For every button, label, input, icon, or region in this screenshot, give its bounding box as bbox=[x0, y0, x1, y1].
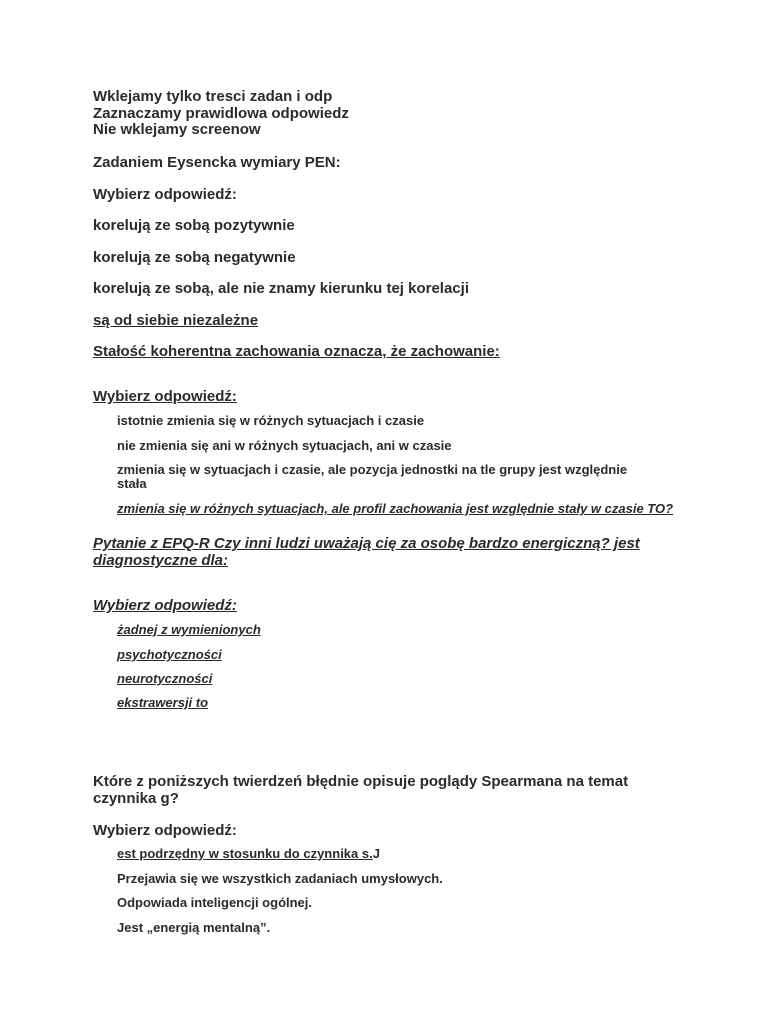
q4-prompt: Wybierz odpowiedź: bbox=[93, 822, 237, 839]
q1-option-2: korelują ze sobą negatywnie bbox=[93, 249, 296, 266]
q2-option-2: nie zmienia się ani w różnych sytuacjach, ani w czasie bbox=[117, 438, 452, 453]
q1-question: Zadaniem Eysencka wymiary PEN: bbox=[93, 154, 341, 171]
q4-option-1 bbox=[117, 847, 380, 861]
q4-option-4: Jest „energią mentalną”. bbox=[117, 920, 271, 935]
intro-line-3: Nie wklejamy screenow bbox=[93, 121, 261, 138]
intro-line-1: Wklejamy tylko tresci zadan i odp bbox=[93, 88, 333, 105]
q1-prompt: Wybierz odpowiedź: bbox=[93, 186, 237, 203]
q4-option-2: Przejawia się we wszystkich zadaniach umysłowych. bbox=[117, 871, 443, 886]
q2-option-1: istotnie zmienia się w różnych sytuacjach i czasie bbox=[117, 413, 425, 428]
q1-option-1: korelują ze sobą pozytywnie bbox=[93, 217, 295, 234]
q4-option-3: Odpowiada inteligencji ogólnej. bbox=[117, 895, 313, 910]
q2-option-3: zmienia się w sytuacjach i czasie, ale pozycja jednostki na tle grupy jest względnie stała bbox=[117, 462, 628, 491]
q1-option-4-marked: są od siebie niezależne bbox=[93, 312, 259, 329]
q4-option-1-marked: est podrzędny w stosunku do czynnika s. bbox=[117, 846, 373, 861]
q4-question: Które z poniższych twierdzeń błędnie opisuje poglądy Spearmana na temat czynnika g? bbox=[93, 773, 629, 807]
q3-option-4-marked: ekstrawersji to bbox=[117, 695, 209, 710]
q1-option-3: korelują ze sobą, ale nie znamy kierunku tej korelacji bbox=[93, 280, 469, 297]
q3-option-3: neurotyczności bbox=[117, 671, 213, 686]
q3-option-2: psychotyczności bbox=[117, 647, 222, 662]
q3-option-1: żadnej z wymienionych bbox=[117, 622, 261, 637]
q4-option-1-suffix: J bbox=[372, 846, 380, 861]
q2-option-4-marked: zmienia się w różnych sytuacjach, ale profil zachowania jest względnie stały w czasie TO? bbox=[117, 501, 674, 516]
q3-question: Pytanie z EPQ-R Czy inni ludzi uważają cię za osobę bardzo energiczną? jest diagnostyczne dla: bbox=[93, 535, 640, 569]
q2-prompt: Wybierz odpowiedź: bbox=[93, 388, 237, 405]
q2-question: Stałość koherentna zachowania oznacza, że zachowanie: bbox=[93, 343, 500, 360]
intro-line-2: Zaznaczamy prawidlowa odpowiedz bbox=[93, 105, 349, 122]
q3-prompt: Wybierz odpowiedź: bbox=[93, 597, 237, 614]
